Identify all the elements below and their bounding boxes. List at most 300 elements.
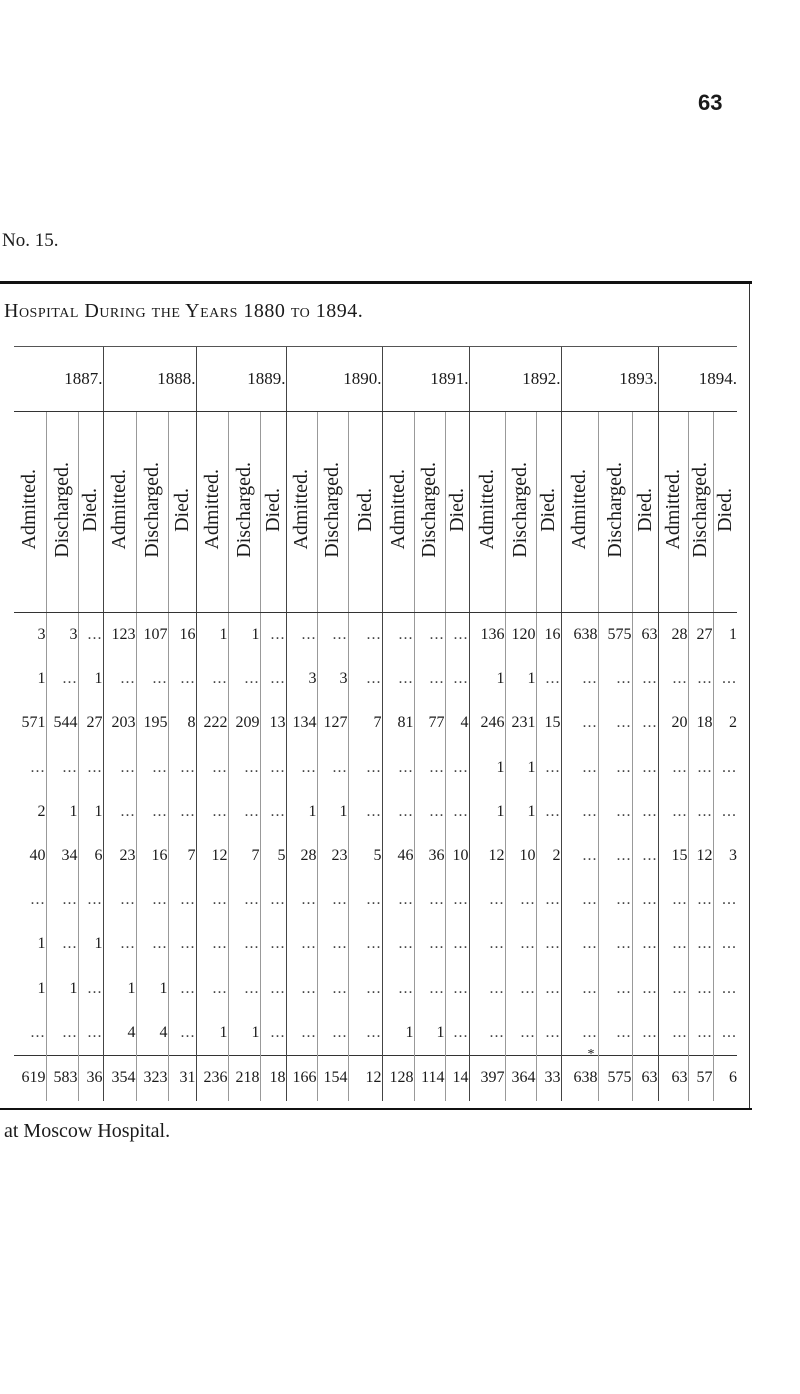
table-cell [536, 657, 561, 701]
cell-value: 1 [527, 670, 536, 688]
table-cell [136, 967, 168, 1011]
table-cell [78, 967, 103, 1011]
cell-value: 16 [544, 626, 561, 644]
table-cell [632, 613, 658, 658]
cell-value: 6 [94, 847, 103, 865]
cell-value: ... [545, 935, 561, 953]
table-cell [14, 613, 46, 658]
table-cell [688, 922, 713, 966]
table-cell [598, 967, 632, 1011]
table-cell [561, 657, 598, 701]
year-header: 1890. [286, 347, 382, 412]
table-cell [196, 967, 228, 1011]
cell-value: ... [270, 758, 286, 776]
cell-value: 36 [86, 1069, 103, 1087]
column-header [317, 412, 348, 613]
table-cell [658, 613, 688, 658]
table-cell [561, 878, 598, 922]
table-cell [348, 701, 382, 745]
table-body [14, 613, 737, 1101]
table-cell [382, 746, 414, 790]
column-header-label: Discharged. [509, 461, 531, 558]
cell-value: ... [545, 979, 561, 997]
cell-value: 23 [119, 847, 136, 865]
cell-value: ... [489, 935, 505, 953]
column-header-label: Admitted. [108, 469, 130, 550]
column-header [228, 412, 260, 613]
table-cell [348, 1055, 382, 1101]
cell-value: ... [301, 935, 317, 953]
totals-row [14, 1055, 737, 1101]
table-cell [414, 790, 445, 834]
table-cell [469, 613, 505, 658]
cell-value: ... [520, 979, 536, 997]
cell-value: ... [545, 670, 561, 688]
cell-value: ... [366, 802, 382, 820]
cell-value: ... [722, 935, 737, 953]
cell-value: ... [722, 891, 737, 909]
table-cell [168, 1055, 196, 1101]
cell-value: ... [332, 1023, 348, 1041]
year-header: 1894. [658, 347, 737, 412]
cell-value: ... [429, 670, 445, 688]
cell-value: 1 [436, 1023, 445, 1041]
table-cell [103, 613, 136, 658]
cell-value: 1 [94, 802, 103, 820]
cell-value: 16 [151, 847, 168, 865]
table-cell [14, 922, 46, 966]
table-cell [168, 701, 196, 745]
column-header [168, 412, 196, 613]
cell-value: 3 [37, 626, 46, 644]
table-cell [228, 922, 260, 966]
cell-value: ... [270, 626, 286, 644]
cell-value: ... [366, 1023, 382, 1041]
column-header-label: Admitted. [18, 469, 41, 550]
table-cell [713, 613, 737, 658]
table-cell [414, 613, 445, 658]
cell-value: 127 [323, 714, 348, 732]
cell-value: ... [616, 714, 632, 732]
table-cell [713, 1011, 737, 1056]
column-header-label: Discharged. [50, 461, 73, 558]
table-cell [713, 834, 737, 878]
table-cell [228, 613, 260, 658]
table-cell [382, 701, 414, 745]
table-cell [168, 613, 196, 658]
top-rule [0, 281, 752, 284]
table-cell [505, 790, 536, 834]
year-header: 1887. [14, 347, 103, 412]
table-cell [317, 834, 348, 878]
cell-value: ... [244, 670, 260, 688]
cell-value: ... [180, 891, 196, 909]
cell-value: 619 [21, 1069, 46, 1087]
table-cell [382, 834, 414, 878]
table-cell [469, 834, 505, 878]
table-cell [78, 657, 103, 701]
cell-value: 1 [127, 979, 136, 997]
table-cell [658, 1011, 688, 1056]
cell-value: ... [582, 979, 598, 997]
table-cell [14, 1055, 46, 1101]
table-cell [469, 967, 505, 1011]
table-row [14, 613, 737, 658]
column-header [445, 412, 469, 613]
table-cell [469, 746, 505, 790]
column-header [103, 412, 136, 613]
table-cell [561, 834, 598, 878]
cell-value: 1 [339, 802, 348, 820]
year-header: 1893. [561, 347, 658, 412]
cell-value: 123 [111, 626, 136, 644]
cell-value: ... [697, 802, 713, 820]
cell-value: ... [87, 758, 103, 776]
cell-value: ... [642, 802, 658, 820]
table-cell [688, 613, 713, 658]
cell-value: ... [30, 758, 46, 776]
cell-value: ... [152, 891, 168, 909]
cell-value: 575 [607, 626, 632, 644]
cell-value: 10 [519, 847, 536, 865]
cell-value: 1 [37, 670, 46, 688]
table-cell [561, 1047, 598, 1101]
table-cell [469, 657, 505, 701]
cell-value: ... [642, 891, 658, 909]
bottom-rule [0, 1108, 752, 1110]
table-cell [713, 790, 737, 834]
cell-value: 5 [373, 847, 382, 865]
cell-value: 246 [480, 714, 505, 732]
page-number: 63 [698, 90, 723, 115]
cell-value: ... [30, 1023, 46, 1041]
cell-value: 128 [389, 1069, 414, 1087]
table-cell [632, 1011, 658, 1056]
table-cell [561, 967, 598, 1011]
cell-value: 77 [428, 714, 445, 732]
cell-value: 1 [251, 1023, 260, 1041]
cell-value: ... [180, 758, 196, 776]
table-cell [632, 1055, 658, 1101]
cell-value: ... [520, 891, 536, 909]
cell-value: 114 [421, 1069, 445, 1087]
cell-value: ... [270, 891, 286, 909]
table-cell [561, 701, 598, 745]
table-cell [168, 746, 196, 790]
cell-value: ... [582, 847, 598, 865]
table-cell [688, 790, 713, 834]
table-cell [561, 746, 598, 790]
cell-value: ... [244, 891, 260, 909]
cell-value: ... [398, 758, 414, 776]
cell-value: ... [616, 891, 632, 909]
table-cell [317, 657, 348, 701]
cell-value: 36 [428, 847, 445, 865]
table-cell [260, 878, 286, 922]
table-cell [286, 834, 317, 878]
table-cell [103, 834, 136, 878]
table-cell [348, 790, 382, 834]
table-cell [536, 922, 561, 966]
year-header-row [14, 347, 737, 412]
cell-value: ... [62, 891, 78, 909]
cell-value: ... [212, 979, 228, 997]
table-cell [561, 613, 598, 658]
cell-value: 120 [511, 626, 536, 644]
cell-value: ... [270, 979, 286, 997]
cell-value: ... [212, 891, 228, 909]
table-cell [688, 878, 713, 922]
table-cell [348, 746, 382, 790]
table-cell [445, 1055, 469, 1101]
cell-value: 2 [729, 714, 737, 732]
cell-value: 23 [331, 847, 348, 865]
column-header-label: Discharged. [603, 461, 626, 558]
table-cell [658, 878, 688, 922]
table-cell [196, 790, 228, 834]
table-cell [103, 746, 136, 790]
table-cell [46, 746, 78, 790]
table-cell [658, 657, 688, 701]
cell-value: 5 [277, 847, 286, 865]
table-cell [14, 967, 46, 1011]
cell-value: 397 [480, 1069, 505, 1087]
column-header-row [14, 412, 737, 613]
table-cell [260, 657, 286, 701]
cell-value: 1 [405, 1023, 414, 1041]
cell-value: ... [120, 891, 136, 909]
table-cell [688, 657, 713, 701]
table-cell [286, 922, 317, 966]
table-cell [445, 922, 469, 966]
cell-value: 28 [300, 847, 317, 865]
table-cell [348, 922, 382, 966]
table-cell [228, 1055, 260, 1101]
cell-value: 3 [69, 626, 78, 644]
cell-value: ... [453, 670, 469, 688]
cell-value: 33 [544, 1069, 561, 1087]
table-row [14, 878, 737, 922]
table-cell [598, 613, 632, 658]
table-cell [414, 967, 445, 1011]
table-row [14, 967, 737, 1011]
cell-value: ... [301, 626, 317, 644]
table-cell [260, 834, 286, 878]
cell-value: ... [120, 935, 136, 953]
table-cell [414, 922, 445, 966]
cell-value: ... [429, 979, 445, 997]
cell-value: ... [520, 935, 536, 953]
cell-value: ... [672, 1023, 688, 1041]
cell-value: ... [616, 670, 632, 688]
cell-value: 1 [729, 626, 737, 644]
cell-value: ... [398, 891, 414, 909]
column-header-label: Died. [537, 487, 559, 532]
table-cell [14, 834, 46, 878]
cell-value: ... [489, 1023, 505, 1041]
cell-value: ... [398, 935, 414, 953]
table-cell [103, 1055, 136, 1101]
table-row [14, 701, 737, 745]
cell-value: ... [697, 935, 713, 953]
cell-value: 10 [452, 847, 469, 865]
table-cell [658, 922, 688, 966]
cell-value: ... [672, 802, 688, 820]
table-cell [505, 657, 536, 701]
cell-value: 4 [127, 1023, 136, 1041]
table-cell [445, 967, 469, 1011]
table-cell [382, 657, 414, 701]
table-cell [688, 701, 713, 745]
table-cell [348, 613, 382, 658]
table-cell [536, 790, 561, 834]
cell-value: ... [672, 670, 688, 688]
cell-value: ... [366, 670, 382, 688]
table-cell [168, 657, 196, 701]
cell-value: ... [642, 847, 658, 865]
table-cell [505, 746, 536, 790]
column-header-label: Died. [79, 487, 101, 532]
cell-value: 236 [203, 1069, 228, 1087]
cell-value: ... [212, 670, 228, 688]
asterisk-mark: * [587, 1047, 595, 1063]
cell-value: 166 [292, 1069, 317, 1087]
column-header [658, 412, 688, 613]
cell-value: ... [244, 802, 260, 820]
cell-value: 15 [671, 847, 688, 865]
cell-value: ... [642, 935, 658, 953]
table-cell [536, 967, 561, 1011]
table-cell [598, 878, 632, 922]
cell-value: ... [582, 802, 598, 820]
table-cell [78, 746, 103, 790]
year-header: 1891. [382, 347, 469, 412]
table-cell [414, 657, 445, 701]
table-cell [46, 657, 78, 701]
cell-value: ... [722, 758, 737, 776]
cell-value: 231 [511, 714, 536, 732]
column-header [348, 412, 382, 613]
cell-value: ... [180, 670, 196, 688]
cell-value: ... [332, 979, 348, 997]
table-cell [196, 1055, 228, 1101]
table-cell [260, 1055, 286, 1101]
cell-value: 4 [159, 1023, 168, 1041]
table-cell [658, 1055, 688, 1101]
cell-value: 1 [159, 979, 168, 997]
table-cell [317, 1011, 348, 1056]
cell-value: ... [398, 626, 414, 644]
table-cell [658, 746, 688, 790]
column-header-label: Died. [445, 487, 468, 532]
table-cell [505, 613, 536, 658]
cell-value: 1 [69, 802, 78, 820]
cell-value: 323 [143, 1069, 168, 1087]
cell-value: 8 [187, 714, 196, 732]
table-cell [445, 878, 469, 922]
table-cell [561, 790, 598, 834]
table-cell [713, 922, 737, 966]
table-row [14, 834, 737, 878]
table-cell [469, 1011, 505, 1056]
column-header-label: Died. [261, 487, 284, 532]
cell-value: 354 [111, 1069, 136, 1087]
table-cell [445, 790, 469, 834]
cell-value: 6 [729, 1069, 737, 1087]
table-cell [136, 613, 168, 658]
table-cell [382, 1055, 414, 1101]
cell-value: ... [489, 979, 505, 997]
cell-value: ... [212, 758, 228, 776]
table-cell [445, 746, 469, 790]
table-cell [713, 878, 737, 922]
table-cell [688, 1011, 713, 1056]
table-cell [536, 746, 561, 790]
cell-value: ... [120, 802, 136, 820]
table-cell [632, 746, 658, 790]
cell-value: ... [697, 891, 713, 909]
column-header-label: Discharged. [689, 461, 711, 558]
cell-value: 57 [696, 1069, 713, 1087]
cell-value: ... [429, 626, 445, 644]
column-header-label: Admitted. [386, 469, 409, 550]
cell-value: ... [152, 670, 168, 688]
table-cell [505, 1011, 536, 1056]
table-cell [260, 701, 286, 745]
table-cell [632, 922, 658, 966]
cell-value: ... [87, 626, 103, 644]
table-cell [414, 834, 445, 878]
year-header: 1888. [103, 347, 196, 412]
column-header-label: Discharged. [232, 461, 255, 558]
table-cell [78, 834, 103, 878]
cell-value: 63 [641, 626, 658, 644]
cell-value: ... [332, 626, 348, 644]
table-cell [136, 1011, 168, 1056]
table-row [14, 922, 737, 966]
table-cell [286, 613, 317, 658]
column-header [286, 412, 317, 613]
cell-value: 3 [339, 670, 348, 688]
cell-value: 1 [94, 670, 103, 688]
cell-value: ... [697, 1023, 713, 1041]
column-header [382, 412, 414, 613]
table-cell [168, 878, 196, 922]
table-cell [228, 834, 260, 878]
table-cell [445, 834, 469, 878]
cell-value: ... [244, 935, 260, 953]
cell-value: ... [301, 1023, 317, 1041]
table-cell [414, 701, 445, 745]
cell-value: 638 [573, 1069, 598, 1087]
year-header: 1892. [469, 347, 561, 412]
table-cell [536, 701, 561, 745]
table-cell [713, 746, 737, 790]
cell-value: 1 [527, 758, 536, 776]
table-cell [228, 701, 260, 745]
table-cell [713, 657, 737, 701]
table-cell [260, 746, 286, 790]
cell-value: ... [453, 1023, 469, 1041]
table-cell [317, 790, 348, 834]
cell-value: ... [545, 758, 561, 776]
table-cell [505, 701, 536, 745]
column-header [505, 412, 536, 613]
table-cell [196, 746, 228, 790]
table-cell [469, 1055, 505, 1101]
table-cell [286, 1055, 317, 1101]
table-cell [536, 1055, 561, 1101]
